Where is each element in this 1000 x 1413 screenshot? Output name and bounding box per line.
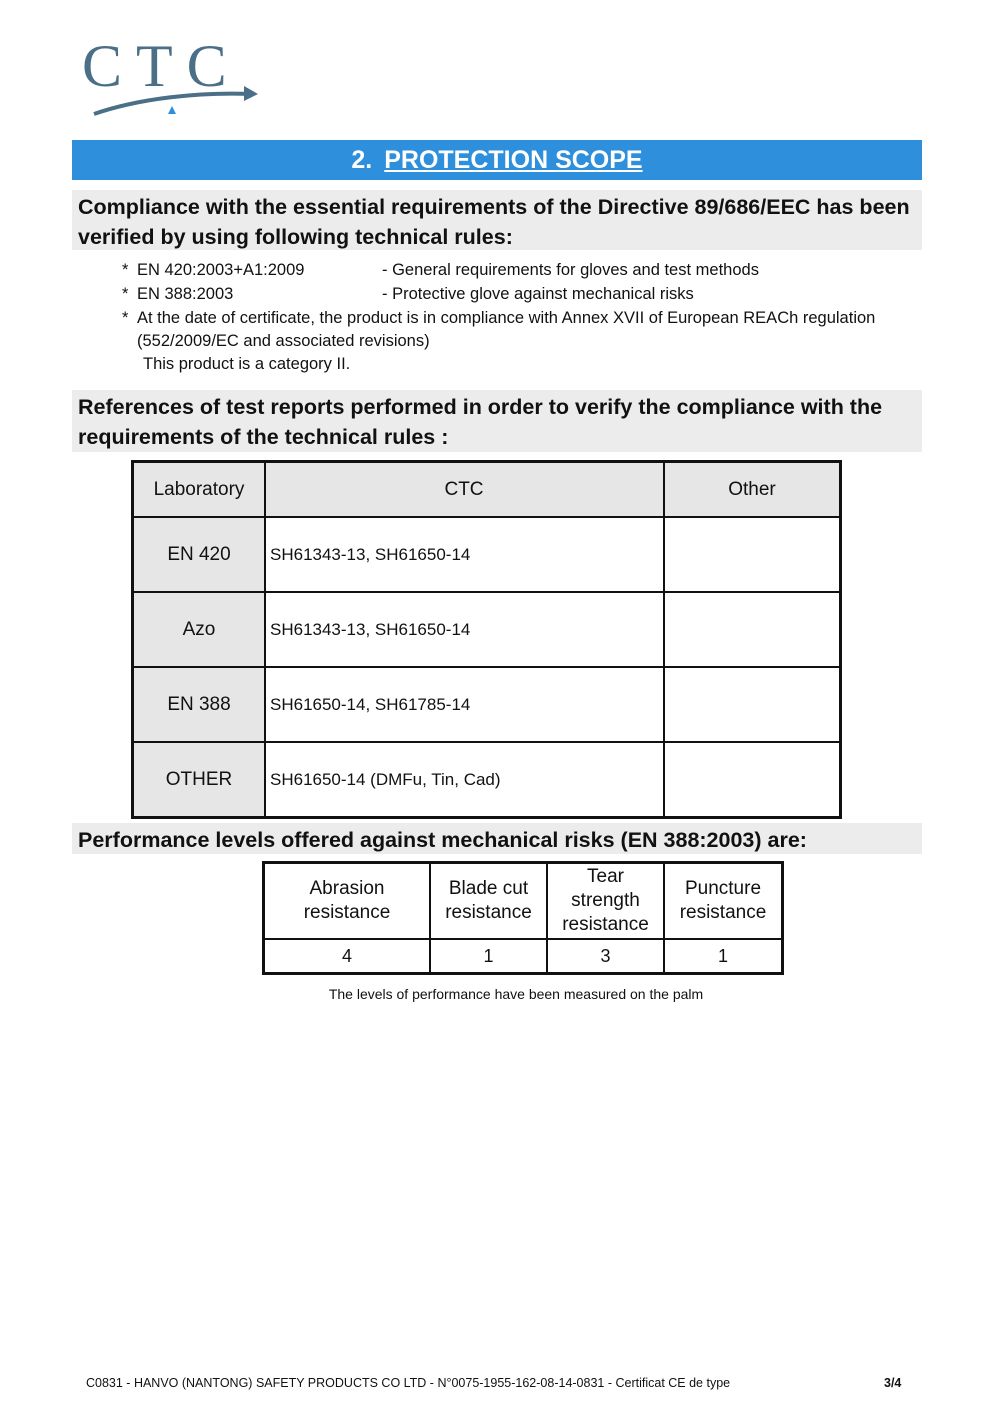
- rule-description: - General requirements for gloves and test methods: [382, 261, 759, 279]
- section-banner: [72, 140, 922, 180]
- header-line: strength: [571, 890, 640, 911]
- reach-text: At the date of certificate, the product is in compliance with Annex XVII of European REACh regulation (552/2009/EC and associated revisions): [137, 309, 876, 350]
- rule-code: EN 420:2003+A1:2009: [137, 261, 305, 279]
- row-label: Azo: [133, 592, 266, 667]
- table-row: [133, 667, 841, 742]
- row-ctc-reports: SH61650-14, SH61785-14: [265, 667, 664, 742]
- compliance-heading: Compliance with the essential requirements of the Directive 89/686/EEC has been verified by using following technical rules:: [72, 190, 922, 250]
- table-row: [133, 517, 841, 592]
- table-row: [133, 742, 841, 818]
- value-blade-cut: 1: [430, 939, 547, 974]
- header-ctc: CTC: [265, 462, 664, 518]
- references-heading: References of test reports performed in order to verify the compliance with the requirements of the technical rules :: [72, 390, 922, 452]
- header-line: resistance: [445, 902, 532, 923]
- ctc-logo-graphic: [80, 28, 270, 123]
- row-ctc-reports: SH61650-14 (DMFu, Tin, Cad): [265, 742, 664, 818]
- table-row: [264, 939, 783, 974]
- performance-heading: Performance levels offered against mechanical risks (EN 388:2003) are:: [72, 823, 922, 854]
- header-line: resistance: [303, 902, 391, 923]
- category-statement: This product is a category II.: [143, 355, 351, 373]
- value-abrasion: 4: [264, 939, 431, 974]
- table-row: [133, 592, 841, 667]
- value-puncture: 1: [664, 939, 783, 974]
- header-blade-cut: [430, 863, 547, 940]
- reach-statement: [122, 307, 902, 353]
- bullet: *: [122, 285, 129, 303]
- performance-note: The levels of performance have been measured on the palm: [328, 986, 704, 1002]
- header-abrasion: [264, 863, 431, 940]
- performance-table: [262, 861, 784, 975]
- row-other-reports: [664, 517, 841, 592]
- row-label: EN 420: [133, 517, 266, 592]
- footer-text: C0831 - HANVO (NANTONG) SAFETY PRODUCTS CO LTD - N°0075-1955-162-08-14-0831 - Certificat CE de type: [86, 1376, 731, 1390]
- rule-item: [122, 283, 694, 306]
- section-number: 2.: [351, 145, 373, 174]
- header-line: Puncture: [684, 878, 762, 899]
- row-other-reports: [664, 667, 841, 742]
- section-title: PROTECTION SCOPE: [384, 145, 643, 174]
- rule-code: EN 388:2003: [137, 285, 234, 303]
- rule-item: [122, 259, 759, 282]
- header-puncture: [664, 863, 783, 940]
- logo-drop-icon: [168, 106, 176, 114]
- table-header-row: [133, 462, 841, 518]
- header-laboratory: Laboratory: [133, 462, 266, 518]
- rule-description: - Protective glove against mechanical risks: [382, 285, 694, 303]
- row-ctc-reports: SH61343-13, SH61650-14: [265, 517, 664, 592]
- header-line: Abrasion: [309, 878, 385, 899]
- header-tear: [547, 863, 664, 940]
- header-line: resistance: [679, 902, 767, 923]
- row-other-reports: [664, 742, 841, 818]
- bullet: *: [122, 261, 129, 279]
- page-number: 3/4: [884, 1376, 902, 1390]
- row-label: OTHER: [133, 742, 266, 818]
- row-ctc-reports: SH61343-13, SH61650-14: [265, 592, 664, 667]
- ctc-logo: [80, 28, 270, 123]
- logo-letters: CTC: [82, 33, 241, 99]
- table-header-row: [264, 863, 783, 940]
- header-other: Other: [664, 462, 841, 518]
- row-label: EN 388: [133, 667, 266, 742]
- value-tear: 3: [547, 939, 664, 974]
- header-line: Blade cut: [448, 878, 529, 899]
- row-other-reports: [664, 592, 841, 667]
- bullet: *: [122, 309, 129, 327]
- header-line: resistance: [562, 914, 649, 935]
- header-line: Tear: [587, 866, 624, 887]
- logo-arrow-head: [244, 86, 258, 101]
- test-reports-table: [131, 460, 842, 819]
